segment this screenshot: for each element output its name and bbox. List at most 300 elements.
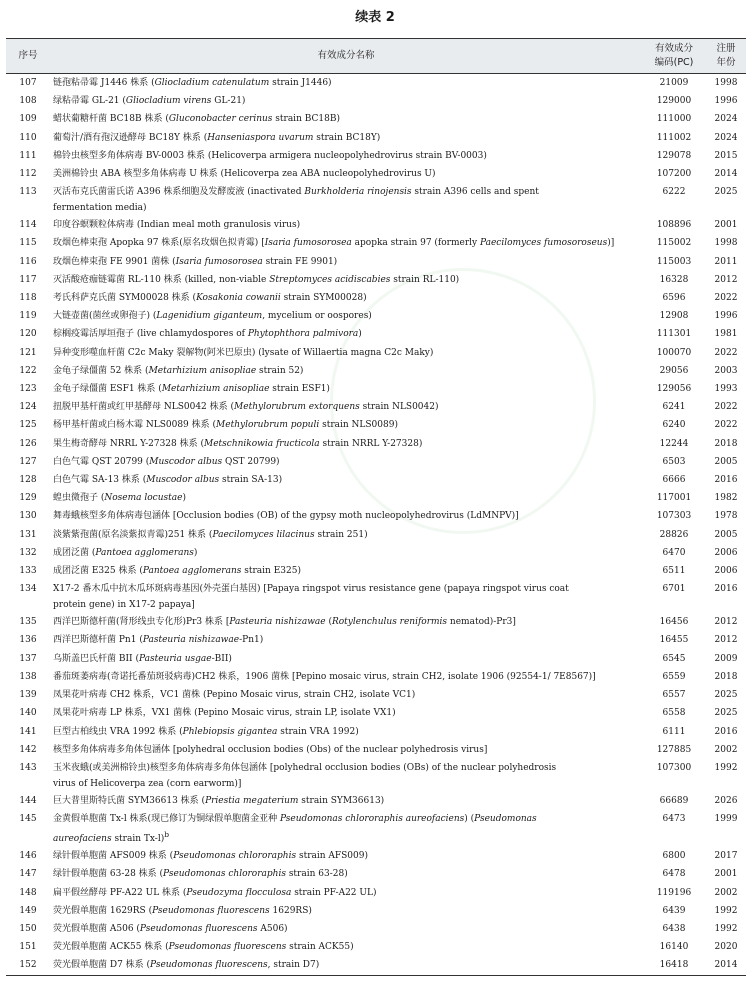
table-header bbox=[6, 39, 746, 74]
name-cn: 金黄假单胞菌 Tx-l 株系(现已修订为铜绿假单胞菌金亚种 Pseudomonas chlororaphis aureofaciens) bbox=[53, 814, 468, 825]
cell-no: 143 bbox=[19, 762, 37, 773]
cell-year: 2025 bbox=[714, 187, 738, 198]
table-row bbox=[6, 938, 746, 956]
table-row bbox=[6, 865, 746, 883]
cell-year: 1982 bbox=[714, 493, 738, 504]
name-en: (killed, non-viable Streptomyces acidiscabies strain RL-110) bbox=[181, 274, 460, 285]
table-row bbox=[6, 544, 746, 562]
cell-pc-code: 16456 bbox=[659, 617, 689, 628]
cell-name bbox=[50, 580, 642, 613]
cell-name bbox=[50, 271, 642, 289]
name-en: (live chlamydospores of Phytophthora palmivora) bbox=[134, 329, 362, 340]
name-cn: 蜡状葡糖杆菌 BC18B 株系 bbox=[53, 114, 163, 125]
cell-year: 2002 bbox=[714, 887, 738, 898]
name-en: [Papaya ringspot virus resistance gene (papaya ringspot virus coat bbox=[260, 584, 569, 595]
cell-no: 132 bbox=[19, 547, 37, 558]
name-en-cont: aureofaciens strain Tx-l)$^b$ bbox=[53, 830, 170, 845]
col-header-pc-line2: 编码(PC) bbox=[654, 57, 694, 68]
cell-name bbox=[50, 416, 642, 434]
cell-name bbox=[50, 435, 642, 453]
name-cn: 果生梅奇酵母 NRRL Y-27328 株系 bbox=[53, 438, 198, 449]
cell-pc-code: 115002 bbox=[656, 238, 692, 249]
cell-pc-code: 117001 bbox=[656, 493, 692, 504]
table-row bbox=[6, 507, 746, 525]
name-cn: 棉铃虫核型多角体病毒 BV-0003 株系 bbox=[53, 150, 205, 161]
cell-no: 128 bbox=[19, 475, 37, 486]
cell-year: 1993 bbox=[714, 384, 738, 395]
cell-no: 150 bbox=[19, 923, 37, 934]
cell-year: 2005 bbox=[714, 529, 738, 540]
cell-pc-code: 21009 bbox=[659, 78, 689, 88]
name-en: (Nosema locustae) bbox=[98, 493, 186, 504]
cell-no: 141 bbox=[19, 726, 37, 737]
cell-pc-code: 16455 bbox=[659, 635, 689, 646]
name-en: (Pasteuria usgae-BII) bbox=[132, 653, 232, 664]
name-cn: 玫烟色棒束孢 FE 9901 菌株 bbox=[53, 256, 170, 267]
name-cn: 玉米夜蛾(或美洲棉铃虫)核型多角体病毒多角体包涵体 bbox=[53, 762, 268, 773]
cell-year: 2018 bbox=[714, 671, 738, 682]
name-en: [polyhedral occlusion bodies (Obs) of the nuclear polyhedrosis virus] bbox=[170, 744, 488, 755]
header-row bbox=[6, 39, 746, 74]
cell-year: 1998 bbox=[714, 78, 738, 88]
cell-no: 152 bbox=[6, 956, 50, 975]
name-cn: 番茄斑萎病毒(奇诺托番茄斑驳病毒)CH2 株系，1906 菌株 bbox=[53, 671, 290, 682]
cell-name bbox=[50, 668, 642, 686]
cell-pc-code: 6503 bbox=[662, 456, 686, 467]
cell-pc-code: 107200 bbox=[656, 169, 692, 180]
cell-pc-code: 16418 bbox=[642, 956, 706, 975]
table-row bbox=[6, 650, 746, 668]
cell-no: 111 bbox=[19, 150, 37, 161]
table-row bbox=[6, 147, 746, 165]
col-header-name: 有效成分名称 bbox=[50, 39, 642, 74]
name-en: [Isaria fumosorosea apopka strain 97 (formerly Paecilomyces fumosoroseus)] bbox=[258, 238, 615, 249]
cell-no: 120 bbox=[19, 329, 37, 340]
cell-no: 149 bbox=[19, 905, 37, 916]
cell-pc-code: 129000 bbox=[656, 96, 692, 107]
cell-pc-code: 6473 bbox=[662, 814, 686, 825]
table-row bbox=[6, 435, 746, 453]
col-header-pc bbox=[642, 39, 706, 74]
name-en: (Isaria fumosorosea strain FE 9901) bbox=[169, 256, 338, 267]
cell-no: 148 bbox=[19, 887, 37, 898]
cell-no: 130 bbox=[19, 511, 37, 522]
table-row bbox=[6, 562, 746, 580]
name-cn: 绿针假单胞菌 63-28 株系 bbox=[53, 869, 157, 880]
cell-name bbox=[50, 253, 642, 271]
name-cn: 扁平假丝酵母 PF-A22 UL 株系 bbox=[53, 887, 181, 898]
cell-year: 2006 bbox=[714, 566, 738, 577]
cell-year: 2014 bbox=[714, 169, 738, 180]
name-en: [polyhedral occlusion bodies (OBs) of the nuclear polyhedrosis bbox=[267, 762, 557, 773]
cell-pc-code: 6438 bbox=[662, 923, 686, 934]
cell-year: 1992 bbox=[714, 905, 738, 916]
table-row bbox=[6, 471, 746, 489]
name-cn: 美洲棉铃虫 ABA 核型多角体病毒 U 株系 bbox=[53, 169, 218, 180]
name-en: (Phlebiopsis gigantea strain VRA 1992) bbox=[176, 726, 359, 737]
table-row bbox=[6, 453, 746, 471]
cell-year: 2022 bbox=[714, 402, 738, 413]
cell-name bbox=[50, 723, 642, 741]
cell-year: 2024 bbox=[714, 114, 738, 125]
name-cn: 西洋巴斯德杆菌 Pn1 bbox=[53, 635, 137, 646]
cell-year: 1981 bbox=[714, 329, 738, 340]
cell-year: 2022 bbox=[714, 420, 738, 431]
cell-name bbox=[50, 183, 642, 216]
cell-pc-code: 12908 bbox=[659, 311, 689, 322]
cell-name bbox=[50, 902, 642, 920]
cell-year: 2011 bbox=[714, 256, 738, 267]
cell-pc-code: 6470 bbox=[662, 547, 686, 558]
cell-year: 2003 bbox=[714, 365, 738, 376]
cell-no: 127 bbox=[19, 456, 37, 467]
cell-name bbox=[50, 471, 642, 489]
table-row bbox=[6, 580, 746, 613]
table-row bbox=[6, 253, 746, 271]
name-cn: 葡萄汁/酒有孢汉逊酵母 BC18Y 株系 bbox=[53, 132, 201, 143]
cell-no: 118 bbox=[19, 293, 37, 304]
cell-pc-code: 6800 bbox=[662, 851, 686, 862]
cell-name bbox=[50, 884, 642, 902]
name-en: (Muscodor albus strain SA-13) bbox=[139, 475, 283, 486]
table-row bbox=[6, 307, 746, 325]
name-cn: 荧光假单胞菌 A506 bbox=[53, 923, 134, 934]
cell-year: 2006 bbox=[714, 547, 738, 558]
cell-pc-code: 6439 bbox=[662, 905, 686, 916]
cell-name bbox=[50, 216, 642, 234]
name-cn: 白色气霉 SA-13 株系 bbox=[53, 475, 140, 486]
cell-no: 133 bbox=[19, 566, 37, 577]
col-header-pc-line1: 有效成分 bbox=[654, 43, 693, 54]
table-row bbox=[6, 810, 746, 847]
table-row bbox=[6, 380, 746, 398]
cell-pc-code: 6222 bbox=[662, 187, 686, 198]
cell-name bbox=[50, 489, 642, 507]
cell-pc-code: 127885 bbox=[656, 744, 692, 755]
name-en: (Priestia megaterium strain SYM36613) bbox=[198, 795, 385, 806]
name-cn: 成团泛菌 E325 株系 bbox=[53, 566, 137, 577]
name-cn: 大链壶菌(菌丝或卵孢子) bbox=[53, 311, 151, 322]
name-en-cont: protein gene) in X17-2 papaya] bbox=[53, 600, 195, 611]
cell-year: 2009 bbox=[714, 653, 738, 664]
table-row bbox=[6, 165, 746, 183]
cell-no: 144 bbox=[19, 795, 37, 806]
cell-name bbox=[50, 325, 642, 343]
cell-year: 1992 bbox=[714, 923, 738, 934]
cell-name bbox=[50, 526, 642, 544]
cell-name bbox=[50, 938, 642, 956]
name-cn: 金龟子绿僵菌 52 株系 bbox=[53, 365, 143, 376]
cell-no: 134 bbox=[19, 584, 37, 595]
col-header-year-line2: 年份 bbox=[716, 57, 736, 68]
name-en: (Muscodor albus QST 20799) bbox=[142, 456, 280, 467]
cell-pc-code: 28826 bbox=[659, 529, 689, 540]
cell-year: 2016 bbox=[714, 584, 738, 595]
cell-pc-code: 111002 bbox=[656, 132, 692, 143]
table-row bbox=[6, 668, 746, 686]
cell-no: 117 bbox=[19, 274, 37, 285]
cell-year: 2020 bbox=[714, 942, 738, 953]
cell-year: 2015 bbox=[714, 150, 738, 161]
cell-pc-code: 107303 bbox=[656, 511, 692, 522]
name-cn: 链孢粘帚霉 J1446 株系 bbox=[53, 78, 149, 88]
name-en: (Indian meal moth granulosis virus) bbox=[134, 220, 301, 231]
name-en-cont: virus of Helicoverpa zea (corn earworm)] bbox=[53, 778, 242, 789]
cell-no: 108 bbox=[19, 96, 37, 107]
cell-no: 116 bbox=[19, 256, 37, 267]
name-cn: 荧光假单胞菌 ACK55 株系 bbox=[53, 942, 163, 953]
cell-pc-code: 6241 bbox=[662, 402, 686, 413]
table-row bbox=[6, 398, 746, 416]
name-en-cont: fermentation media) bbox=[53, 203, 147, 214]
table-caption: 续表 2 bbox=[355, 10, 395, 25]
cell-year: 1978 bbox=[714, 511, 738, 522]
cell-no: 147 bbox=[19, 869, 37, 880]
name-cn: 白色气霉 QST 20799 bbox=[53, 456, 143, 467]
name-en: (Paecilomyces lilacinus strain 251) bbox=[206, 529, 368, 540]
col-header-year-line1: 注册 bbox=[716, 43, 736, 54]
table-row bbox=[6, 884, 746, 902]
table-row bbox=[6, 723, 746, 741]
table-body bbox=[6, 74, 746, 976]
table-row bbox=[6, 325, 746, 343]
cell-pc-code: 129056 bbox=[656, 384, 692, 395]
cell-pc-code: 111301 bbox=[656, 329, 692, 340]
name-cn: 凤果花叶病毒 CH2 株系，VC1 菌株 bbox=[53, 690, 201, 701]
cell-name bbox=[50, 920, 642, 938]
name-cn: 扭脱甲基杆菌或红甲基酵母 NLS0042 株系 bbox=[53, 402, 228, 413]
cell-year: 2024 bbox=[714, 132, 738, 143]
cell-year: 2001 bbox=[714, 220, 738, 231]
cell-pc-code: 16140 bbox=[659, 942, 689, 953]
cell-pc-code: 129078 bbox=[656, 150, 692, 161]
table-row bbox=[6, 631, 746, 649]
cell-year: 2022 bbox=[714, 347, 738, 358]
name-en: (Gliocladium catenulatum strain J1446) bbox=[148, 78, 332, 88]
pesticide-ingredient-table bbox=[6, 38, 746, 976]
name-cn: 淡紫紫孢菌(原名淡紫拟青霉)251 株系 bbox=[53, 529, 207, 540]
table-row bbox=[6, 902, 746, 920]
name-cn: 巨型古柏线虫 VRA 1992 株系 bbox=[53, 726, 177, 737]
table-row bbox=[6, 920, 746, 938]
name-cn: 绿粘帚霉 GL-21 bbox=[53, 96, 120, 107]
name-cn: 玫烟色棒束孢 Apopka 97 株系(原名玫烟色拟青霉) bbox=[53, 238, 259, 249]
name-en: (Pseudomonas fluorescens A506) bbox=[133, 923, 288, 934]
cell-name bbox=[50, 544, 642, 562]
cell-year: 1992 bbox=[714, 762, 738, 773]
cell-pc-code: 6511 bbox=[662, 566, 686, 577]
cell-no: 110 bbox=[19, 132, 37, 143]
name-cn: 荧光假单胞菌 D7 株系 bbox=[53, 960, 144, 971]
cell-pc-code: 6478 bbox=[662, 869, 686, 880]
cell-name bbox=[50, 613, 642, 631]
cell-no: 140 bbox=[19, 708, 37, 719]
name-en: (Pantoea agglomerans) bbox=[89, 547, 198, 558]
name-en: (Helicoverpa armigera nucleopolyhedrovirus strain BV-0003) bbox=[204, 150, 487, 161]
cell-no: 145 bbox=[19, 814, 37, 825]
cell-year: 2001 bbox=[714, 869, 738, 880]
cell-name bbox=[50, 165, 642, 183]
name-cn: 印度谷螟颗粒体病毒 bbox=[53, 220, 135, 231]
table-row bbox=[6, 416, 746, 434]
cell-no: 146 bbox=[19, 851, 37, 862]
cell-name bbox=[50, 147, 642, 165]
cell-year: 2012 bbox=[714, 635, 738, 646]
cell-pc-code: 119196 bbox=[656, 887, 692, 898]
cell-pc-code: 29056 bbox=[659, 365, 689, 376]
cell-name bbox=[50, 380, 642, 398]
cell-name bbox=[50, 562, 642, 580]
table-row bbox=[6, 92, 746, 110]
cell-pc-code: 6545 bbox=[662, 653, 686, 664]
cell-no: 123 bbox=[19, 384, 37, 395]
cell-name bbox=[50, 631, 642, 649]
cell-pc-code: 115003 bbox=[656, 256, 692, 267]
cell-year: 2022 bbox=[714, 293, 738, 304]
name-en: (Pseudozyma flocculosa strain PF-A22 UL) bbox=[180, 887, 377, 898]
name-en: (Pseudomonas fluorescens 1629RS) bbox=[145, 905, 312, 916]
name-en: (Kosakonia cowanii strain SYM00028) bbox=[189, 293, 367, 304]
cell-year: 2018 bbox=[714, 438, 738, 449]
cell-no: 112 bbox=[19, 169, 37, 180]
cell-name bbox=[50, 129, 642, 147]
cell-name bbox=[50, 810, 642, 847]
cell-name bbox=[50, 453, 642, 471]
table-row bbox=[6, 613, 746, 631]
name-cn: 灭活布克氏菌雷氏诺 A396 株系细胞及发酵废液 bbox=[53, 187, 245, 198]
cell-no: 119 bbox=[19, 311, 37, 322]
cell-year: 2012 bbox=[714, 274, 738, 285]
cell-name bbox=[50, 74, 642, 93]
name-cn: 异种变形噬血杆菌 C2c Maky 裂解物(阿米巴原虫) bbox=[53, 347, 256, 358]
name-cn: 金龟子绿僵菌 ESF1 株系 bbox=[53, 384, 156, 395]
cell-name bbox=[50, 686, 642, 704]
name-en: [Occlusion bodies (OB) of the gypsy moth nucleopolyhedrovirus (LdMNPV)] bbox=[170, 511, 519, 522]
name-cn: 棕榈疫霉活厚垣孢子 bbox=[53, 329, 135, 340]
cell-year: 2016 bbox=[714, 475, 738, 486]
name-cn: 巨大普里斯特氏菌 SYM36613 株系 bbox=[53, 795, 199, 806]
cell-no: 114 bbox=[19, 220, 37, 231]
cell-year: 1996 bbox=[714, 96, 738, 107]
name-cn: 灭活酸疮痂链霉菌 RL-110 株系 bbox=[53, 274, 182, 285]
table-row bbox=[6, 704, 746, 722]
name-cn: 凤果花叶病毒 LP 株系，VX1 菌株 bbox=[53, 708, 192, 719]
cell-pc-code: 16328 bbox=[659, 274, 689, 285]
cell-pc-code: 100070 bbox=[656, 347, 692, 358]
cell-name bbox=[50, 344, 642, 362]
cell-pc-code: 12244 bbox=[659, 438, 689, 449]
cell-name bbox=[50, 741, 642, 759]
name-en: (Helicoverpa zea ABA nucleopolyhedrovirus U) bbox=[217, 169, 436, 180]
cell-no: 142 bbox=[19, 744, 37, 755]
cell-name bbox=[50, 759, 642, 792]
cell-name bbox=[50, 110, 642, 128]
name-cn: 乌斯盖巴氏杆菌 BII bbox=[53, 653, 133, 664]
name-en: (Pseudomonas fluorescens strain ACK55) bbox=[162, 942, 354, 953]
name-cn: 绿针假单胞菌 AFS009 株系 bbox=[53, 851, 167, 862]
name-cn: 核型多角体病毒多角体包涵体 bbox=[53, 744, 171, 755]
cell-name bbox=[50, 865, 642, 883]
cell-year: 2014 bbox=[706, 956, 746, 975]
cell-pc-code: 6557 bbox=[662, 690, 686, 701]
cell-pc-code: 6111 bbox=[662, 726, 686, 737]
table-row bbox=[6, 216, 746, 234]
cell-no: 109 bbox=[19, 114, 37, 125]
cell-year: 1999 bbox=[714, 814, 738, 825]
cell-year: 2026 bbox=[714, 795, 738, 806]
table-row bbox=[6, 741, 746, 759]
name-en: (Pseudomonas chlororaphis strain 63-28) bbox=[156, 869, 348, 880]
cell-year: 2025 bbox=[714, 690, 738, 701]
cell-year: 2025 bbox=[714, 708, 738, 719]
cell-year: 2012 bbox=[714, 617, 738, 628]
cell-name bbox=[50, 792, 642, 810]
col-header-no: 序号 bbox=[6, 39, 50, 74]
name-en: (Pseudomonas bbox=[467, 814, 537, 825]
name-cn: 西洋巴斯德杆菌(肾形线虫专化形)Pr3 株系 bbox=[53, 617, 223, 628]
table-row bbox=[6, 183, 746, 216]
cell-no: 115 bbox=[19, 238, 37, 249]
name-en: (Gluconobacter cerinus strain BC18B) bbox=[162, 114, 340, 125]
name-en: (Lagenidium giganteum, mycelium or oospores) bbox=[150, 311, 372, 322]
cell-name bbox=[50, 398, 642, 416]
table-row bbox=[6, 792, 746, 810]
table-row bbox=[6, 110, 746, 128]
name-cn: 考氏科萨克氏菌 SYM00028 株系 bbox=[53, 293, 190, 304]
cell-no: 135 bbox=[19, 617, 37, 628]
cell-name bbox=[50, 307, 642, 325]
cell-name bbox=[50, 507, 642, 525]
cell-pc-code: 6558 bbox=[662, 708, 686, 719]
name-en: (Pseudomonas chlororaphis strain AFS009) bbox=[166, 851, 368, 862]
cell-name bbox=[50, 704, 642, 722]
cell-name bbox=[50, 847, 642, 865]
name-en: (Pseudomonas fluorescens, strain D7) bbox=[143, 960, 320, 971]
cell-year: 2002 bbox=[714, 744, 738, 755]
cell-pc-code: 6596 bbox=[662, 293, 686, 304]
cell-no: 125 bbox=[19, 420, 37, 431]
cell-no: 124 bbox=[19, 402, 37, 413]
table-row bbox=[6, 759, 746, 792]
cell-pc-code: 66689 bbox=[659, 795, 689, 806]
name-en: (Metarhizium anisopliae strain 52) bbox=[142, 365, 304, 376]
cell-name bbox=[50, 92, 642, 110]
cell-pc-code: 111000 bbox=[656, 114, 692, 125]
cell-no: 129 bbox=[19, 493, 37, 504]
cell-no: 107 bbox=[19, 78, 37, 88]
cell-no: 121 bbox=[19, 347, 37, 358]
name-cn: 蝗虫微孢子 bbox=[53, 493, 99, 504]
table-row bbox=[6, 526, 746, 544]
name-cn: 舞毒蛾核型多角体病毒包涵体 bbox=[53, 511, 171, 522]
table-row bbox=[6, 234, 746, 252]
name-en: [Pepino mosaic virus, strain CH2, isolate 1906 (92554-1/ 7E8567)] bbox=[289, 671, 596, 682]
name-en: [Pasteuria nishizawae (Rotylenchulus reniformis nematod)-Pr3] bbox=[222, 617, 516, 628]
cell-name bbox=[50, 650, 642, 668]
cell-no: 136 bbox=[19, 635, 37, 646]
cell-no: 122 bbox=[19, 365, 37, 376]
name-cn: 荧光假单胞菌 1629RS bbox=[53, 905, 146, 916]
name-en: (Metschnikowia fructicola strain NRRL Y-27328) bbox=[197, 438, 423, 449]
cell-name bbox=[50, 289, 642, 307]
cell-pc-code: 6559 bbox=[662, 671, 686, 682]
table-row bbox=[6, 289, 746, 307]
name-en: (Hanseniaspora uvarum strain BC18Y) bbox=[200, 132, 381, 143]
name-en: (lysate of Willaertia magna C2c Maky) bbox=[255, 347, 434, 358]
cell-pc-code: 6701 bbox=[662, 584, 686, 595]
cell-year: 1996 bbox=[714, 311, 738, 322]
name-en: (Methylorubrum populi strain NLS0089) bbox=[209, 420, 398, 431]
